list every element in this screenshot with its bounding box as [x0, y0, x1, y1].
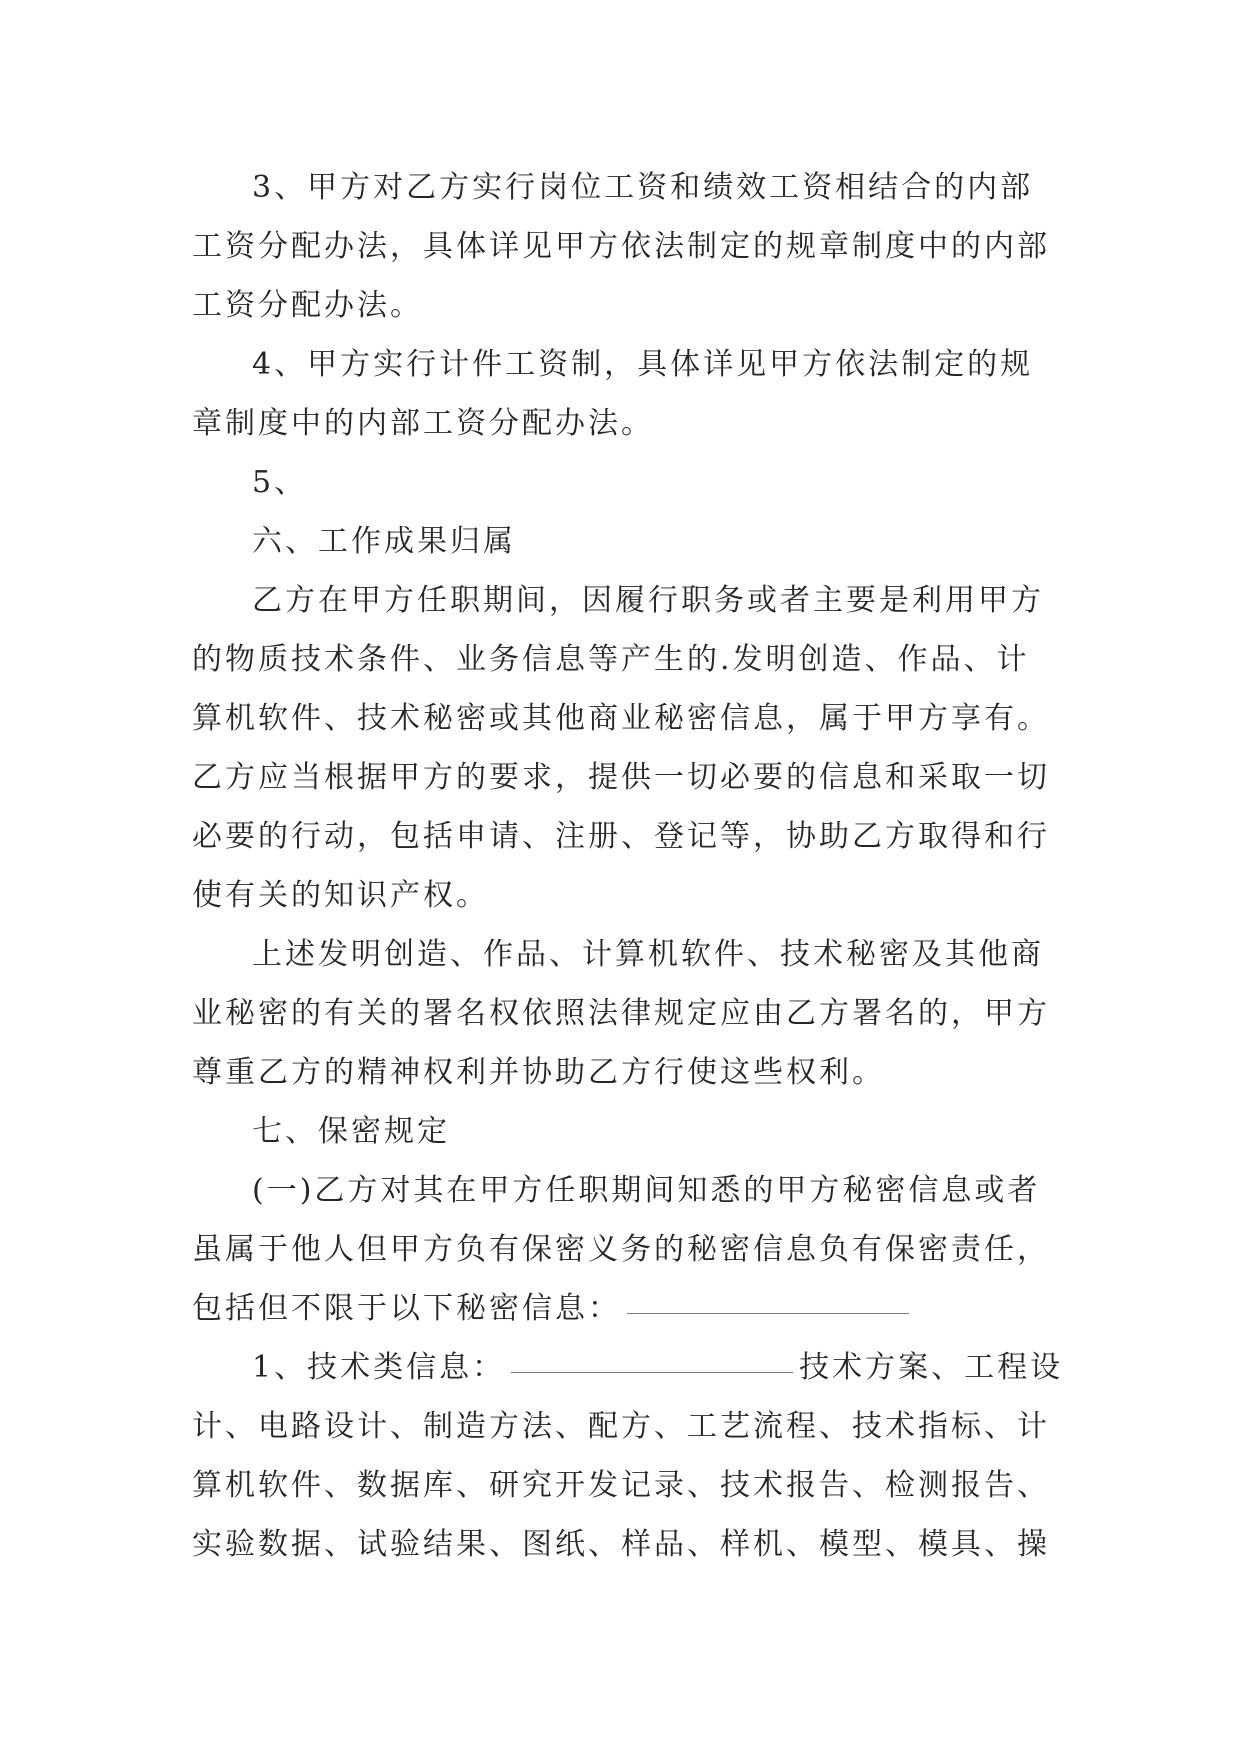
document-body [192, 158, 1064, 1574]
text-line: 上述发明创造、作品、计算机软件、技术秘密及其他商 [252, 937, 1044, 972]
text-line: 虽属于他人但甲方负有保密义务的秘密信息负有保密责任， [192, 1232, 1050, 1267]
text-line: 乙方应当根据甲方的要求，提供一切必要的信息和采取一切 [192, 760, 1050, 795]
text-line: 5、 [252, 465, 308, 500]
text-line: 乙方在甲方任职期间，因履行职务或者主要是利用甲方 [252, 583, 1044, 618]
text-line: 业秘密的有关的署名权依照法律规定应由乙方署名的，甲方 [192, 996, 1050, 1031]
text-line: 六、工作成果归属 [252, 524, 516, 559]
line-text: 技术方案、工程设 [799, 1350, 1064, 1385]
text-line: 实验数据、试验结果、图纸、样品、样机、模型、模具、操 [192, 1527, 1050, 1562]
text-line-with-blank [192, 1279, 1050, 1338]
text-line-with-blank [192, 1338, 1064, 1397]
line-text: 1、技术类信息： [252, 1350, 506, 1385]
text-line: 七、保密规定 [252, 1114, 450, 1149]
text-line: 4、甲方实行计件工资制，具体详见甲方依法制定的规 [252, 347, 1034, 382]
text-line: 计、电路设计、制造方法、配方、工艺流程、技术指标、计 [192, 1409, 1050, 1444]
text-line: 尊重乙方的精神权利并协助乙方行使这些权利。 [192, 1055, 885, 1090]
text-line: 使有关的知识产权。 [192, 878, 489, 913]
text-line: 工资分配办法。 [192, 288, 423, 323]
line-text: 包括但不限于以下秘密信息： [192, 1291, 621, 1326]
text-line: 工资分配办法，具体详见甲方依法制定的规章制度中的内部 [192, 229, 1050, 264]
text-line: (一)乙方对其在甲方任职期间知悉的甲方秘密信息或者 [252, 1173, 1041, 1208]
text-line: 必要的行动，包括申请、注册、登记等，协助乙方取得和行 [192, 819, 1050, 854]
text-line: 章制度中的内部工资分配办法。 [192, 406, 654, 441]
fill-in-blank [511, 1342, 793, 1373]
text-line: 算机软件、技术秘密或其他商业秘密信息，属于甲方享有。 [192, 701, 1050, 736]
fill-in-blank [627, 1283, 909, 1314]
text-line: 3、甲方对乙方实行岗位工资和绩效工资相结合的内部 [252, 170, 1034, 205]
text-line: 算机软件、数据库、研究开发记录、技术报告、检测报告、 [192, 1468, 1050, 1503]
text-line: 的物质技术条件、业务信息等产生的.发明创造、作品、计 [192, 642, 1030, 677]
